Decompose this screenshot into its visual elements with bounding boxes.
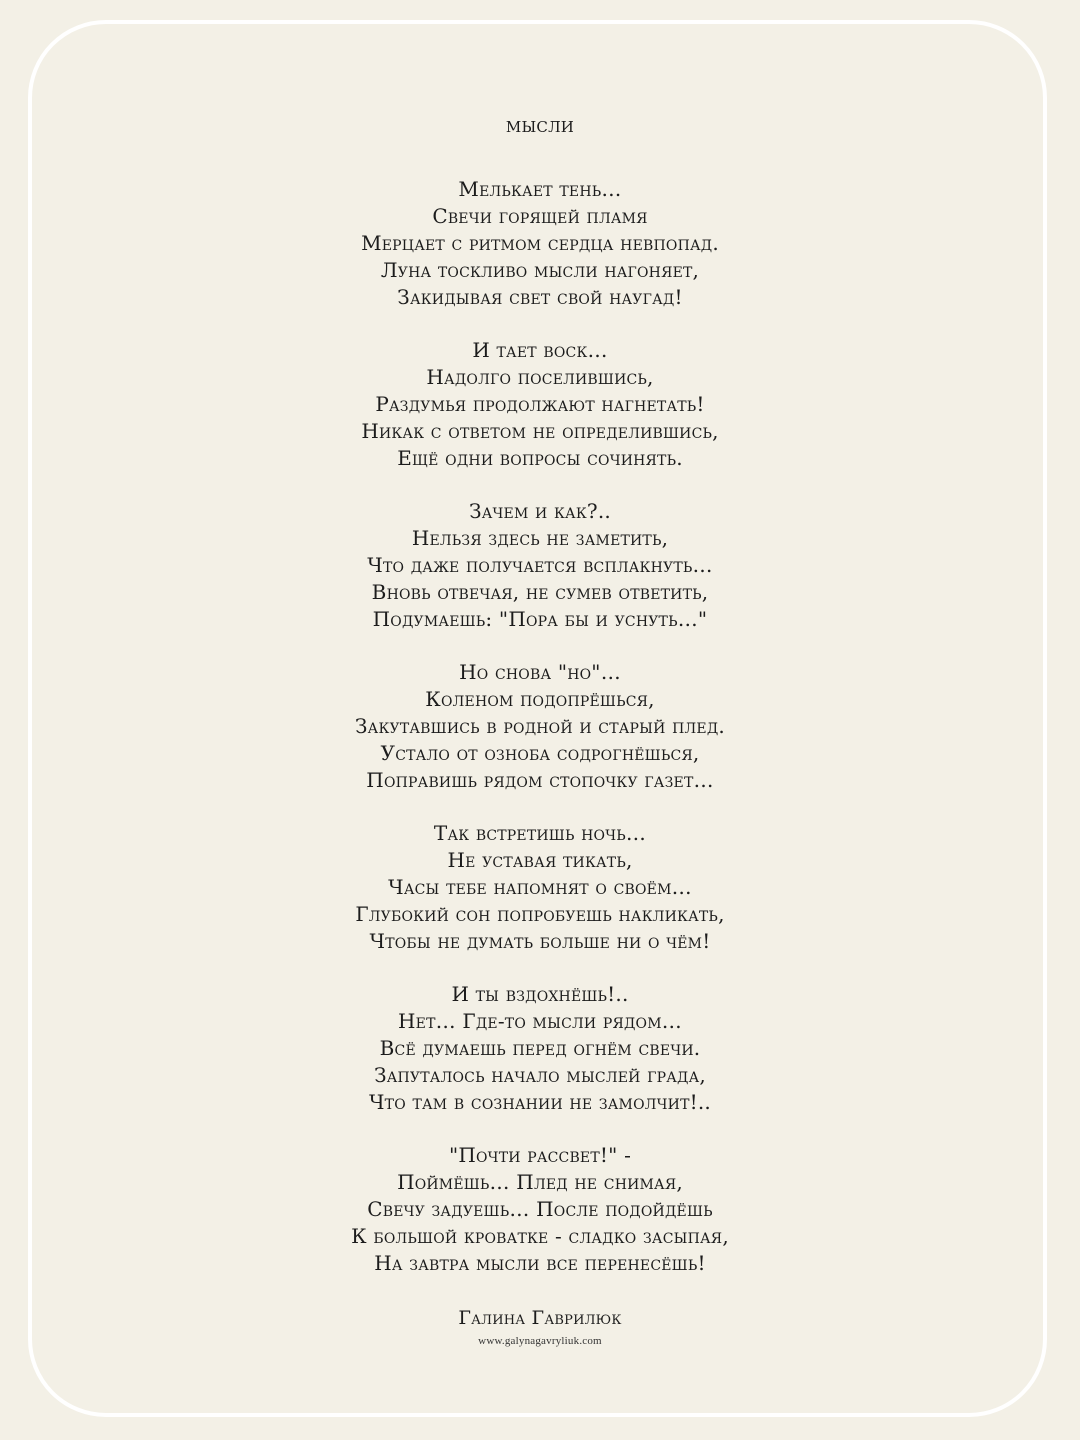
poem-line: Надолго поселившись, xyxy=(426,365,654,389)
poem-line: Коленом подопрёшься, xyxy=(425,687,655,711)
poem-line: Устало от озноба содрогнёшься, xyxy=(380,741,700,765)
stanza-3 xyxy=(0,498,1080,633)
poem-line: На завтра мысли все перенесёшь! xyxy=(374,1251,706,1275)
poem-line: Поправишь рядом стопочку газет… xyxy=(366,768,714,792)
stanza-7 xyxy=(0,1142,1080,1277)
poem-line: Ещё одни вопросы сочинять. xyxy=(397,446,683,470)
poem-line: Закутавшись в родной и старый плед. xyxy=(355,714,725,738)
poem-line: Подумаешь: "Пора бы и уснуть…" xyxy=(372,607,708,631)
stanza-6 xyxy=(0,981,1080,1116)
poem-line: Не уставая тикать, xyxy=(447,848,633,872)
poem-line: Свечу задуешь… После подойдёшь xyxy=(367,1197,713,1221)
poem-line: Всё думаешь перед огнём свечи. xyxy=(379,1036,701,1060)
poem-line: Запуталось начало мыслей града, xyxy=(374,1063,706,1087)
poem-line: Нельзя здесь не заметить, xyxy=(411,526,669,550)
poem-line: К большой кроватке - сладко засыпая, xyxy=(351,1224,729,1248)
poem-line: Свечи горящей пламя xyxy=(432,204,648,228)
poem-line: Мелькает тень… xyxy=(458,177,622,201)
poem-line: Глубокий сон попробуешь накликать, xyxy=(355,902,725,926)
poem-line: Раздумья продолжают нагнетать! xyxy=(375,392,705,416)
poem-line: "Почти рассвет!" - xyxy=(448,1143,632,1167)
poem-line: Поймёшь… Плед не снимая, xyxy=(397,1170,683,1194)
poem-line: Зачем и как?.. xyxy=(469,499,611,523)
stanza-2 xyxy=(0,337,1080,472)
poem-line: И тает воск… xyxy=(472,338,608,362)
poem-line: Чтобы не думать больше ни о чём! xyxy=(369,929,711,953)
author-website: www.galynagavryliuk.com xyxy=(478,1335,602,1347)
stanza-5 xyxy=(0,820,1080,955)
poem-line: Луна тоскливо мысли нагоняет, xyxy=(380,258,700,282)
poem-line: Часы тебе напомнят о своём… xyxy=(388,875,692,899)
poem-line: Закидывая свет свой наугад! xyxy=(397,285,683,309)
stanza-1 xyxy=(0,176,1080,311)
poem-line: Никак с ответом не определившись, xyxy=(361,419,719,443)
poem-content xyxy=(0,109,1080,1349)
poem-line: Что там в сознании не замолчит!.. xyxy=(369,1090,711,1114)
stanza-4 xyxy=(0,659,1080,794)
author-name: Галина Гаврилюк xyxy=(458,1307,622,1329)
poem-line: Мерцает с ритмом сердца невпопад. xyxy=(361,231,719,255)
poem-line: Вновь отвечая, не сумев ответить, xyxy=(371,580,709,604)
poem-line: Так встретишь ночь… xyxy=(433,821,647,845)
poem-line: И ты вздохнёшь!.. xyxy=(451,982,629,1006)
poem-line: Что даже получается всплакнуть… xyxy=(367,553,713,577)
poem-line: Нет… Где-то мысли рядом… xyxy=(398,1009,682,1033)
poem-title: мысли xyxy=(505,113,575,137)
poem-line: Но снова "но"… xyxy=(459,660,621,684)
